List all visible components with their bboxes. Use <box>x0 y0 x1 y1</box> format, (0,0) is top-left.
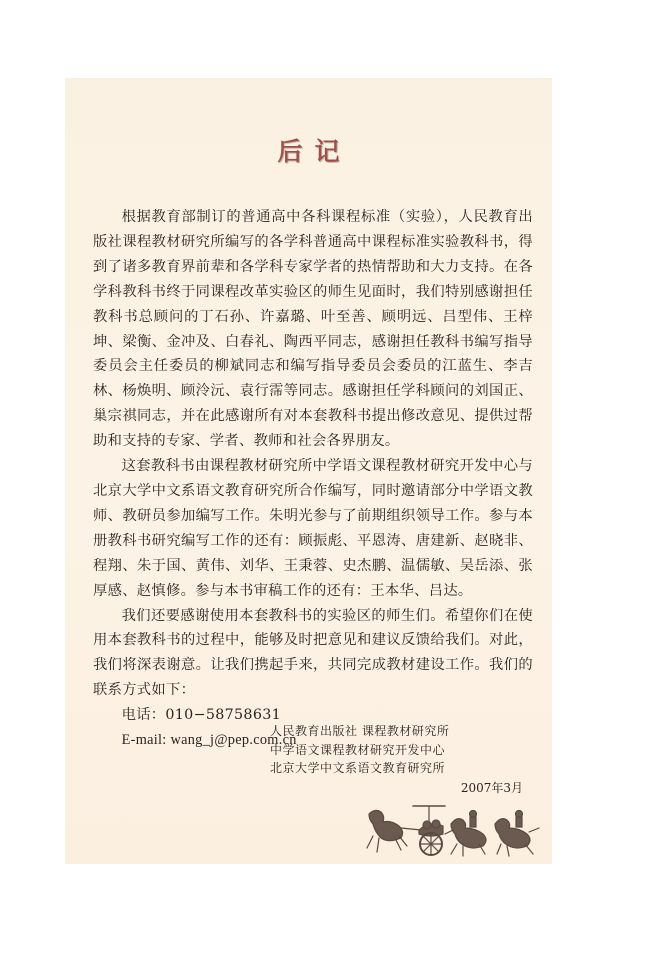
signature-line: 北京大学中文系语文教育研究所 <box>270 761 446 775</box>
body-text <box>93 205 533 753</box>
paragraph-feedback: 我们还要感谢使用本套教科书的实验区的师生们。希望你们在使用本套教科书的过程中，能够及时把意见和建议反馈给我们。对此，我们将深表谢意。让我们携起手来，共同完成教材建设工作。我们的联系方式如下： <box>93 607 533 699</box>
signature-line: 中学语文课程教材研究开发中心 <box>270 742 446 757</box>
signature-line: 人民教育出版社 课程教材研究所 <box>270 724 450 738</box>
paragraph-acknowledgements: 根据教育部制订的普通高中各科课程标准（实验），人民教育出版社课程教材研究所编写的各学科普通高中课程标准实验教科书，得到了诸多教育界前辈和各学科专家学者的热情帮助和大力支持。在各学科教科书终于同课程改革实验区的师生见面时，我们特别感谢担任教科书总顾问的丁石孙、许嘉璐、叶至善、顾明远、吕型伟、王梓坤、梁衡、金冲及、白春礼、陶西平同志，感谢担任教科书编写指导委员会主任委员的柳斌同志和编写指导委员会委员的江蓝生、李吉林、杨焕明、顾泠沅、袁行霈等同志。感谢担任学科顾问的刘国正、巢宗祺同志，并在此感谢所有对本套教科书提出修改意见、提供过帮助和支持的专家、学者、教师和社会各界朋友。 <box>93 209 533 450</box>
contact-email: E-mail: wang_j@pep.com.cn <box>121 732 297 749</box>
paragraph-authors: 这套教科书由课程教材研究所中学语文课程教材研究开发中心与北京大学中文系语文教育研究所合作编写，同时邀请部分中学语文教师、教研员参加编写工作。朱明光参与了前期组织领导工作。参与本册教科书研究编写工作的还有：顾振彪、平恩涛、唐建新、赵晓非、程翔、朱于国、黄伟、刘华、王秉蓉、史杰鹏、温儒敏、吴岳添、张厚感、赵慎修。参与本书审稿工作的还有：王本华、吕达。 <box>93 458 533 599</box>
ancient-chariot-horses-icon <box>355 800 545 862</box>
document-page <box>65 78 552 864</box>
signature-date: 2007年3月 <box>460 781 523 795</box>
page-title: 后记 <box>277 137 352 166</box>
contact-phone: 电话：010−58758631 <box>121 707 282 724</box>
signature-block <box>270 722 449 778</box>
